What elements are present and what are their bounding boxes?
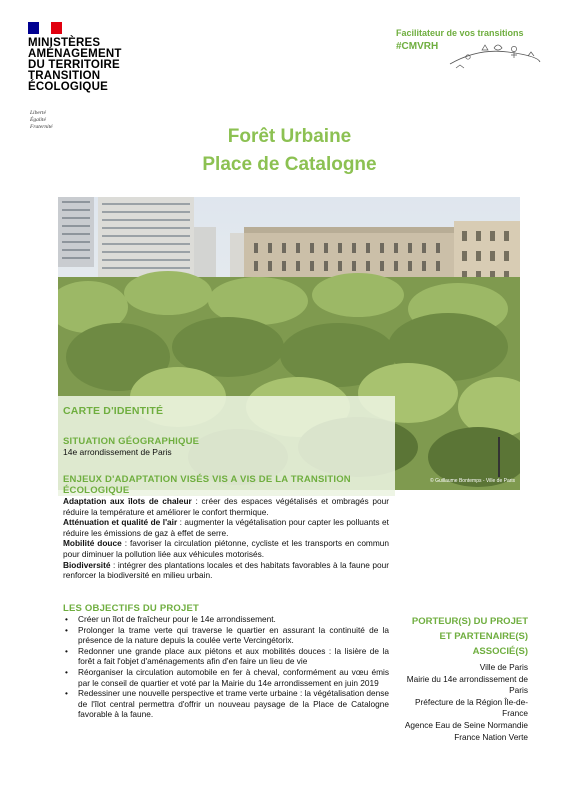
french-flag-logo — [28, 22, 62, 34]
bullet-icon: • — [65, 645, 68, 656]
porteur-item: Agence Eau de Seine Normandie — [404, 719, 528, 730]
facilitator-tagline: Facilitateur de vos transitions — [396, 28, 524, 38]
enjeux-text: : créer des espaces végétalisés et ombragés pour réduire la température et améliorer le confort thermique. — [63, 496, 390, 517]
enjeux-term: Biodiversité — [63, 559, 111, 570]
objectif-text: Créer un îlot de fraîcheur pour le 14e arrondissement. — [78, 614, 276, 624]
bullet-icon: • — [65, 614, 68, 624]
ministry-line: MINISTÈRES — [28, 37, 101, 49]
enjeux-term: Atténuation et qualité de l'air — [63, 517, 178, 528]
ministry-name — [28, 38, 122, 93]
bullet-icon: • — [65, 624, 68, 635]
ministry-line: ÉCOLOGIQUE — [28, 81, 108, 93]
enjeux-term: Adaptation aux îlots de chaleur — [63, 496, 192, 506]
enjeux-text: : intégrer des plantations locales et des habitats favorables à la faune pour renforcer la biodiversité en milieu urbain. — [63, 559, 389, 581]
enjeux-item — [63, 517, 389, 538]
identity-heading: CARTE D'IDENTITÉ — [63, 405, 164, 417]
enjeux-term: Mobilité douce — [63, 538, 122, 549]
page-title — [0, 123, 579, 179]
objectif-item — [63, 614, 389, 625]
porteur-label: PORTEUR(S) DU PROJET ET PARTENAIRE(S) ASSOCIÉ(S) — [411, 616, 528, 657]
objectif-item — [63, 646, 389, 667]
porteur-item: Ville de Paris — [479, 662, 528, 672]
title-line-1: Forêt Urbaine — [227, 126, 352, 147]
title-line-2: Place de Catalogne — [202, 154, 377, 175]
enjeux-label: ENJEUX D'ADAPTATION VISÉS VIS A VIS DE LA TRANSITION ÉCOLOGIQUE — [63, 474, 351, 496]
motto-line: Fraternité — [30, 124, 53, 130]
porteur-item: Mairie du 14e arrondissement de Paris — [406, 673, 528, 696]
porteur-item: France Nation Verte — [454, 731, 528, 742]
objectifs-label: LES OBJECTIFS DU PROJET — [63, 603, 200, 614]
objectif-item — [63, 667, 389, 688]
enjeux-text: : favoriser la circulation piétonne, cycliste et les transports en commun pour diminuer la pollution liée aux véhicules motorisés. — [63, 538, 389, 559]
objectif-text: Réorganiser la circulation automobile en fer à cheval, conformément au vœu émis par le conseil de quartier et voté par la Mairie du 14e arrondissement en juin 2019 — [78, 666, 389, 688]
ministry-line: AMÉNAGEMENT — [28, 48, 122, 60]
objectif-item — [63, 688, 389, 720]
porteur-list — [400, 662, 528, 743]
ministry-line: DU TERRITOIRE — [28, 59, 120, 71]
motto-line: Égalité — [30, 117, 46, 123]
objectifs-list — [63, 614, 389, 720]
objectif-text: Redonner une grande place aux piétons et aux mobilités douces : la lisière de la forêt a fait l'objet d'aménagements afin d'en faire un lieu de vie — [78, 645, 389, 667]
objectif-item — [63, 625, 389, 646]
porteur-item: Préfecture de la Région Île-de-France — [415, 696, 528, 719]
enjeux-item — [63, 538, 389, 559]
bullet-icon: • — [65, 666, 68, 677]
motto-line: Liberté — [30, 110, 46, 116]
bullet-icon: • — [65, 688, 68, 699]
enjeux-text: : augmenter la végétalisation pour capter les polluants et réduire les émissions de gaz à effet de serre. — [63, 517, 389, 538]
objectif-text: Redessiner une nouvelle perspective et trame verte urbaine : la végétalisation dense de l'îlot central permettra d'offrir un nouveau paysage de la Place de Catalogne favorable à la faune. — [78, 688, 389, 720]
enjeux-item — [63, 496, 389, 517]
objectif-text: Prolonger la trame verte qui traverse le quartier en assurant la continuité de la présence de la nature depuis la coulée verte Vercingétorix. — [78, 624, 389, 646]
ministry-line: TRANSITION — [28, 70, 101, 82]
enjeux-item — [63, 560, 389, 581]
enjeux-list — [63, 496, 389, 581]
hashtag: #CMVRH — [396, 41, 439, 52]
transition-doodle-icon — [448, 40, 543, 72]
situation-value: 14e arrondissement de Paris — [63, 447, 172, 457]
photo-credit: © Guillaume Bontemps - Ville de Paris — [430, 478, 516, 484]
situation-label: SITUATION GÉOGRAPHIQUE — [63, 436, 200, 447]
